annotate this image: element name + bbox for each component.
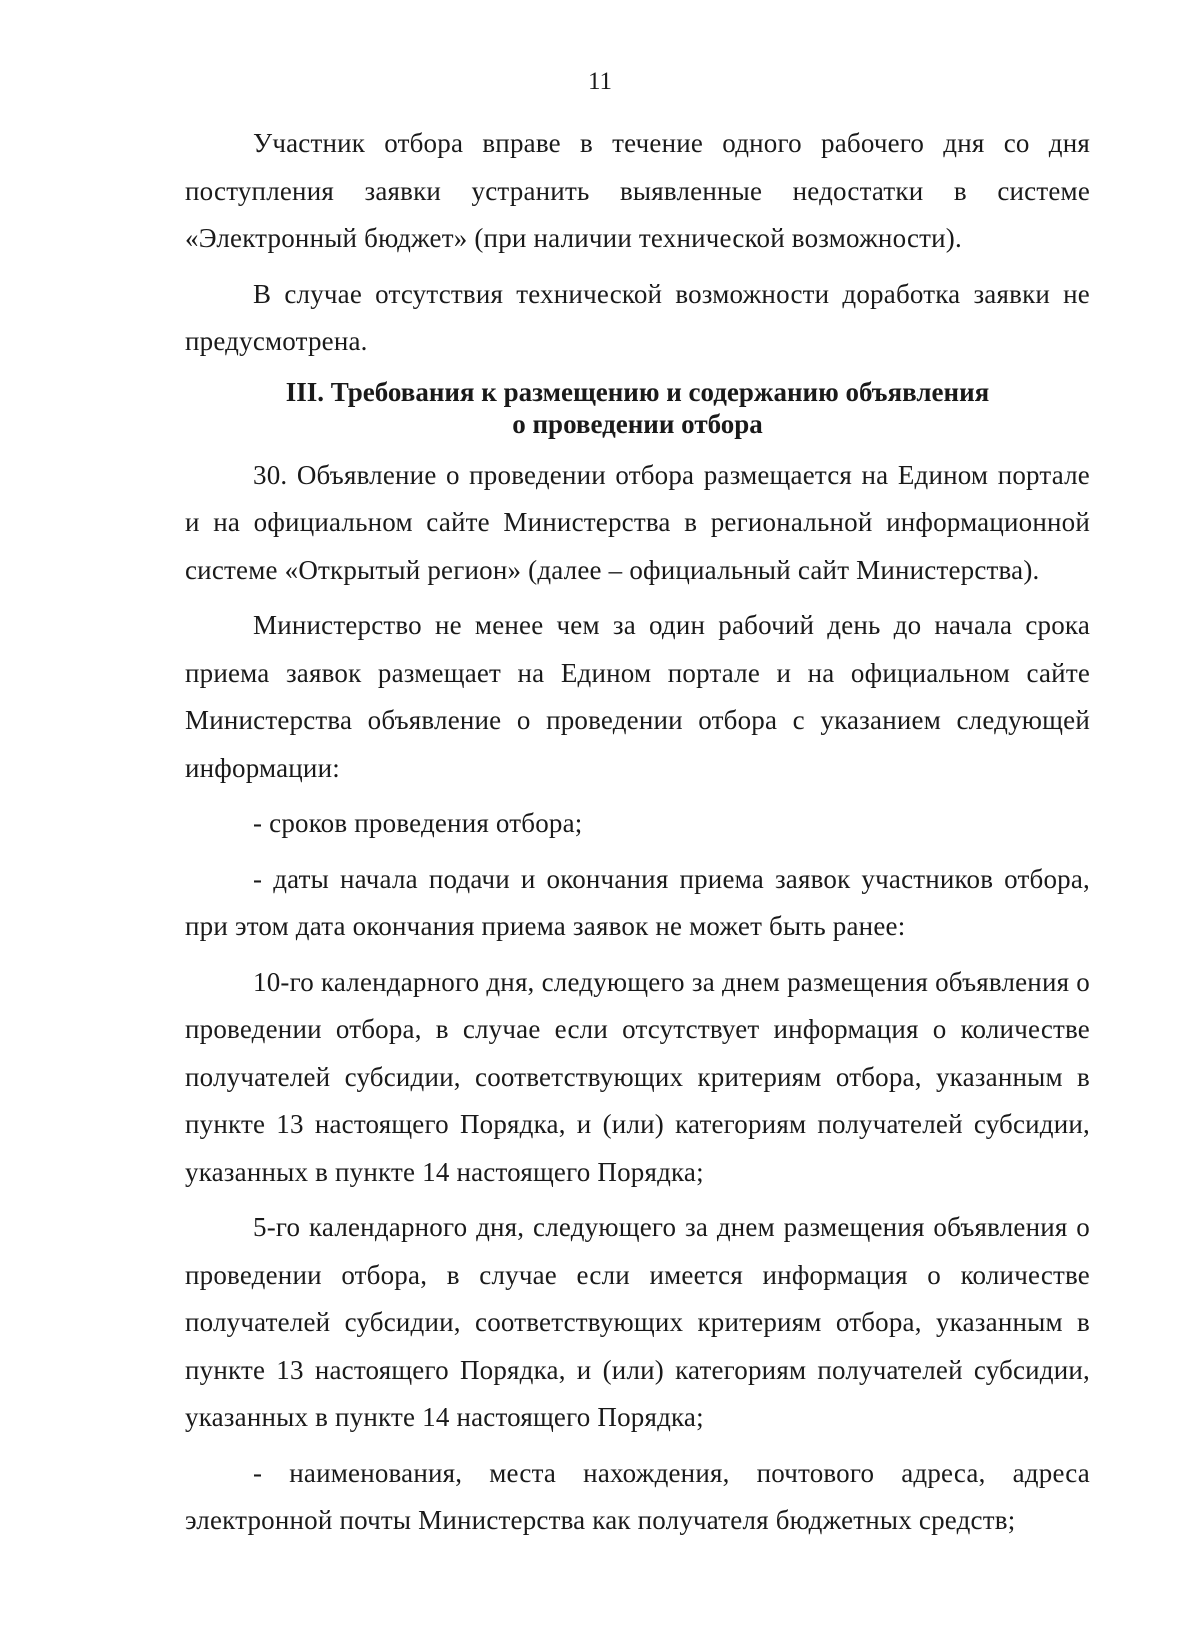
paragraph-5th-day: 5-го календарного дня, следующего за днем размещения объявления о проведении отбора, в случае если имеется информация о количестве получателей субсидии, соответствующих критериям отбора, указанным в пункте 13 настоящего Порядка, и (или) категориям получателей субсидии, указанных в пункте 14 настоящего Порядка;	[185, 1212, 1090, 1432]
paragraph-ministry-announcement: Министерство не менее чем за один рабочий день до начала срока приема заявок размещает на Едином портале и на официальном сайте Министерства объявление о проведении отбора с указанием следующей информации:	[185, 610, 1090, 783]
list-item-application-dates: - даты начала подачи и окончания приема заявок участников отбора, при этом дата окончания приема заявок не может быть ранее:	[185, 863, 1090, 941]
section-heading-line-2: о проведении отбора	[512, 408, 763, 439]
paragraph-applicant-correction: Участник отбора вправе в течение одного рабочего дня со дня поступления заявки устранить выявленные недостатки в системе «Электронный бюджет» (при наличии технической возможности).	[185, 128, 1090, 253]
list-item-ministry-contacts: - наименования, места нахождения, почтового адреса, адреса электронной почты Министерства как получателя бюджетных средств;	[185, 1457, 1090, 1535]
paragraph-item-30: 30. Объявление о проведении отбора размещается на Едином портале и на официальном сайте Министерства в региональной информационной системе «Открытый регион» (далее – официальный сайт Министерства).	[185, 459, 1090, 585]
section-heading	[185, 376, 1090, 440]
list-item-selection-terms: - сроков проведения отбора;	[253, 808, 583, 838]
paragraph-10th-day: 10-го календарного дня, следующего за днем размещения объявления о проведении отбора, в случае если отсутствует информация о количестве получателей субсидии, соответствующих критериям отбора, указанным в пункте 13 настоящего Порядка, и (или) категориям получателей субсидии, указанных в пункте 14 настоящего Порядка;	[185, 966, 1090, 1187]
paragraph-no-technical-possibility: В случае отсутствия технической возможности доработка заявки не предусмотрена.	[185, 278, 1090, 356]
section-heading-line-1: III. Требования к размещению и содержанию объявления	[285, 376, 990, 407]
page-number: 11	[587, 68, 613, 95]
document-body	[185, 120, 1090, 1545]
